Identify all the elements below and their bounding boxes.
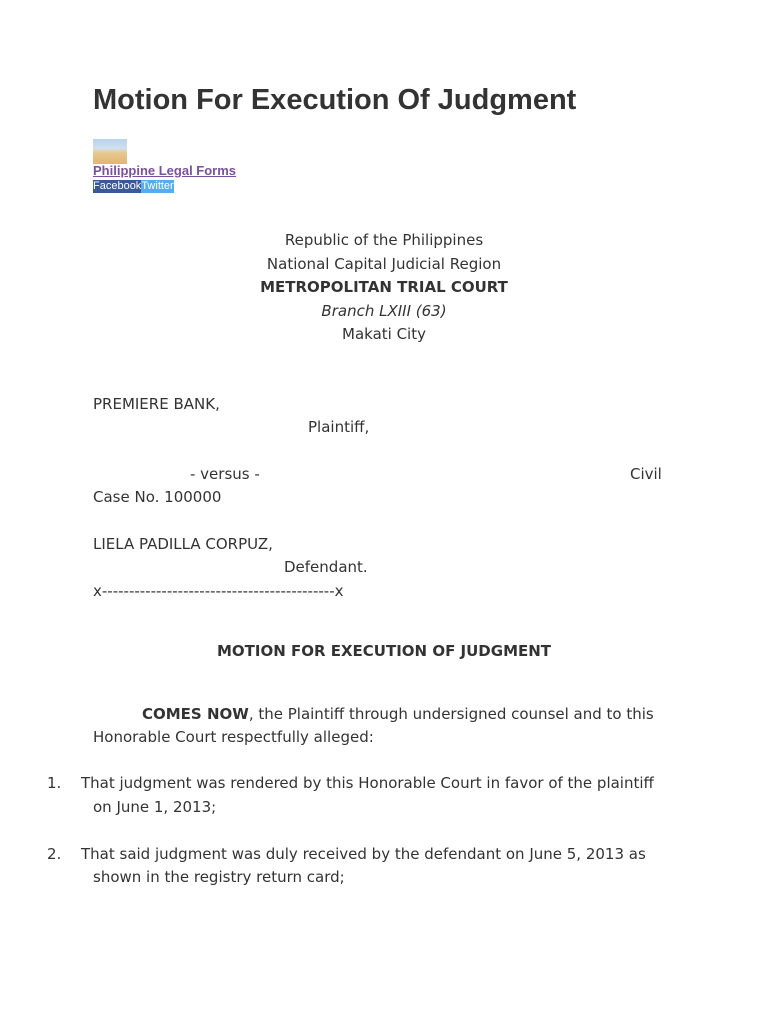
list-item-number: 1. — [47, 774, 62, 792]
list-item-text: That said judgment was duly received by the defendant on June 5, 2013 as — [81, 845, 646, 863]
list-item-text-cont: on June 1, 2013; — [93, 798, 217, 816]
list-item-text: That judgment was rendered by this Honorable Court in favor of the plaintiff — [81, 774, 654, 792]
intro-text: , the Plaintiff through undersigned counsel and to this — [248, 705, 654, 723]
share-buttons — [93, 180, 174, 193]
motion-heading: MOTION FOR EXECUTION OF JUDGMENT — [216, 642, 552, 660]
page-title: Motion For Execution Of Judgment — [93, 84, 577, 116]
court-name: METROPOLITAN TRIAL COURT — [260, 278, 508, 296]
versus: - versus - — [190, 465, 260, 483]
caption-separator: x-------------------------------------------x — [93, 582, 344, 600]
intro-line-2: Honorable Court respectfully alleged: — [93, 728, 374, 746]
list-item-number: 2. — [47, 845, 62, 863]
defendant-role: Defendant. — [284, 558, 368, 576]
court-branch: Branch LXIII (63) — [321, 302, 447, 320]
court-city: Makati City — [342, 325, 426, 343]
case-number: Case No. 100000 — [93, 488, 222, 506]
plaintiff-role: Plaintiff, — [308, 418, 370, 436]
author-thumbnail[interactable] — [93, 139, 127, 164]
intro-bold: COMES NOW — [142, 705, 249, 723]
author-link[interactable]: Philippine Legal Forms — [93, 163, 237, 178]
court-region: National Capital Judicial Region — [266, 255, 502, 273]
twitter-share-button[interactable]: Twitter — [141, 180, 174, 192]
defendant-name: LIELA PADILLA CORPUZ, — [93, 535, 273, 553]
plaintiff-name: PREMIERE BANK, — [93, 395, 220, 413]
intro-paragraph — [142, 705, 654, 723]
facebook-share-button[interactable]: Facebook — [93, 180, 142, 192]
court-country: Republic of the Philippines — [284, 231, 484, 249]
civil-label: Civil — [630, 465, 662, 483]
list-item-text-cont: shown in the registry return card; — [93, 868, 345, 886]
